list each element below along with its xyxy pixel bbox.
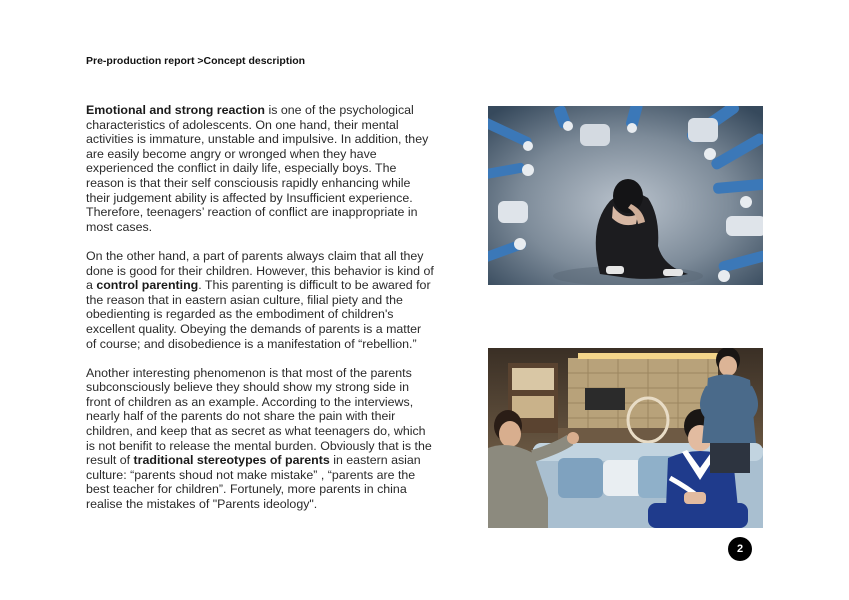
paragraph-text: in eastern asian culture: “parents shoud not make mistake” , “parents are the best teacher for children”. Fortunely, more parents in china realise the mistakes of "Parents ideology".: [86, 453, 421, 512]
photo-family-scene: [488, 348, 763, 528]
breadcrumb: Pre-production report >Concept description: [86, 55, 306, 67]
paragraph-text: On the other hand, a part of parents always claim that all they done is good for their children. However, this behavior is kind of a: [86, 248, 434, 293]
page-number-badge: 2: [728, 537, 752, 561]
paragraph-keyword: Emotional and strong reaction: [86, 103, 265, 117]
paragraph-keyword: traditional stereotypes of parents: [133, 453, 330, 468]
paragraph-emotional-reaction: [86, 103, 434, 234]
body-text: [86, 103, 434, 526]
paragraph-text: is one of the psychological characteristics of adolescents. On one hand, their mental activities is immature, unstable and impulsive. In addition, they are easily become angry or wronged when they have experienced the conflict in daily life, especially boys. The reason is that their self consciousis rapidly enhancing while their judgement ability is affected by Insufficient experience. Therefore, teenagers’ reaction of conflict are inappropriate in most cases.: [86, 103, 429, 234]
photo-distressed-teen: [488, 106, 763, 285]
paragraph-keyword: control parenting: [96, 278, 199, 293]
paragraph-parent-stereotypes: [86, 366, 434, 512]
paragraph-text: Another interesting phenomenon is that most of the parents subconsciously believe they should show my strong side in front of children as an example. According to the interviews, nearly half of the parents do not share the pain with their children, and keep that as secret as what teenagers do, which is not benifit to release the mental burden. Obviously that is the result of: [86, 365, 432, 468]
paragraph-control-parenting: [86, 249, 434, 351]
paragraph-text: . This parenting is difficult to be awared for the reason that in eastern asian culture, filial piety and the obedienting is regarded as the embodiment of children's excellent quality. Obeying the demands of parents is a matter of course; and disobedience is a manifestation of “rebellion.”: [86, 278, 431, 351]
